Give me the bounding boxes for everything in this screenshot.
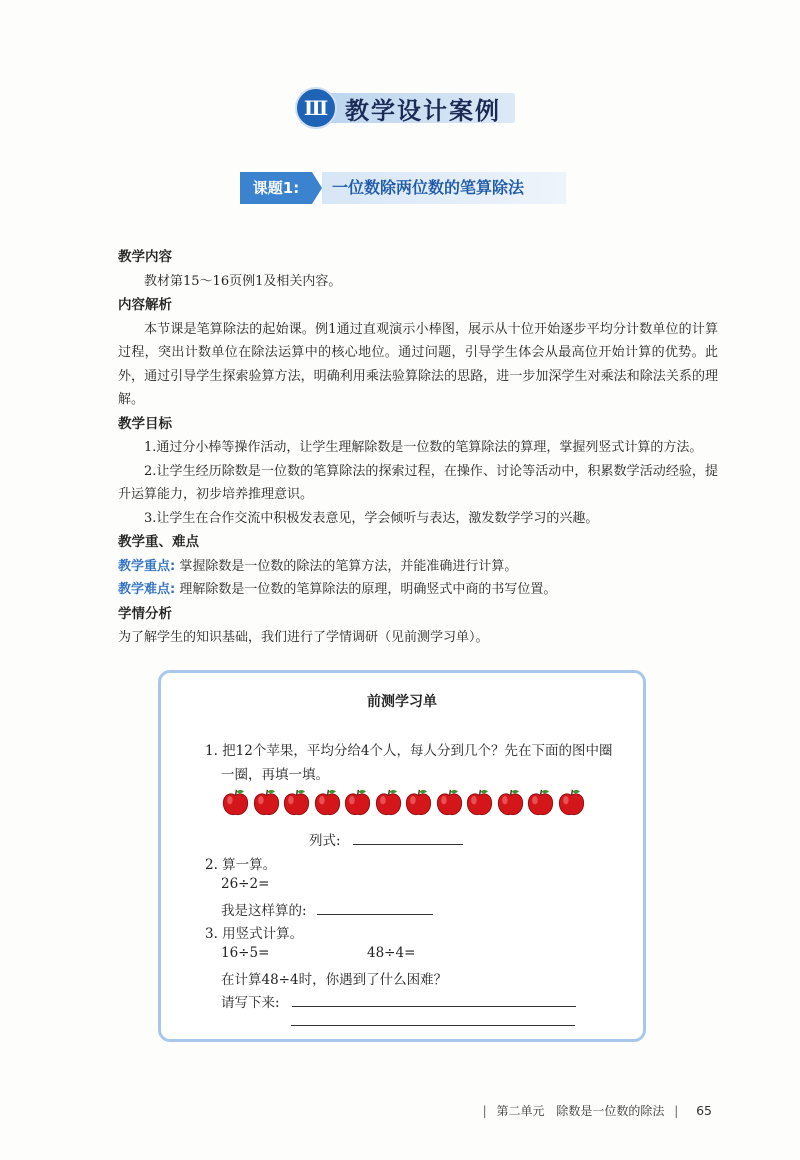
footer-separator-left: | [482, 1104, 487, 1118]
topic-tag-arrow [312, 172, 322, 204]
page-footer [477, 1102, 712, 1119]
method-blank[interactable] [317, 900, 433, 915]
key-point-label: 教学重点: [118, 558, 176, 574]
topic-title: 一位数除两位数的笔算除法 [322, 172, 566, 204]
page-number: 65 [696, 1103, 712, 1118]
heading-key-difficult: 教学重、难点 [118, 534, 199, 550]
apple-icon [221, 789, 250, 817]
difficult-point [118, 578, 718, 602]
apple-icon [435, 789, 464, 817]
question-3-expression-2: 48÷4= [367, 945, 416, 961]
paragraph-content-analysis: 本节课是笔算除法的起始课。例1通过直观演示小棒图，展示从十位开始逐步平均分计数单位的计算过程，突出计数单位在除法运算中的核心地位。通过问题，引导学生体会从最高位开始计算的优势。此外，通过引导学生探索验算方法，明确利用乘法验算除法的思路，进一步加深学生对乘法和除法关系的理解。 [118, 321, 718, 407]
key-point-text: 掌握除数是一位数的除法的笔算方法，并能准确进行计算。 [179, 558, 518, 574]
heading-teaching-content: 教学内容 [118, 249, 172, 265]
footer-unit: 第二单元 [496, 1104, 545, 1118]
section-number-badge: Ⅲ [295, 87, 337, 129]
difficult-point-label: 教学难点: [118, 582, 176, 597]
topic-tag: 课题1: [240, 172, 312, 204]
apple-icon [526, 789, 555, 817]
formula-label: 列式: [309, 833, 341, 849]
goal-3: 3.让学生在合作交流中积极发表意见，学会倾听与表达，激发数学学习的兴趣。 [144, 510, 599, 526]
difficult-point-text: 理解除数是一位数的笔算除法的原理，明确竖式中商的书写位置。 [179, 582, 557, 597]
question-2: 2. 算一算。 [205, 857, 277, 873]
key-point [118, 555, 718, 579]
question-1-line-2: 一圈，再填一填。 [221, 767, 329, 783]
apple-icon [465, 789, 494, 817]
question-3-write-row [221, 991, 576, 1011]
footer-chapter: 除数是一位数的除法 [556, 1104, 665, 1118]
footer-separator-right: | [674, 1104, 679, 1118]
question-3-expression-1: 16÷5= [221, 945, 270, 961]
apple-icon [282, 789, 311, 817]
question-2-method-row [221, 899, 433, 919]
heading-student-analysis: 学情分析 [118, 605, 172, 622]
section-title: 教学设计案例 [345, 97, 501, 125]
goal-2: 2.让学生经历除数是一位数的笔算除法的探索过程，在操作、讨论等活动中，积累数学活动经验，提升运算能力，初步培养推理意识。 [118, 463, 718, 502]
lesson-body [118, 245, 718, 650]
apple-icon [374, 789, 403, 817]
apple-icon [313, 789, 342, 817]
formula-row [309, 829, 463, 849]
question-3-ask: 在计算48÷4时，你遇到了什么困难？ [221, 972, 448, 988]
formula-blank[interactable] [353, 830, 463, 845]
question-2-method-label: 我是这样算的: [221, 903, 307, 919]
apple-icon [557, 789, 586, 817]
question-2-expression: 26÷2= [221, 876, 270, 892]
apple-icon [496, 789, 525, 817]
paragraph-teaching-content: 教材第15～16页例1及相关内容。 [144, 273, 342, 289]
apple-icon [252, 789, 281, 817]
apple-icon [343, 789, 372, 817]
section-banner [295, 87, 517, 127]
heading-teaching-goals: 教学目标 [118, 415, 172, 432]
heading-content-analysis: 内容解析 [118, 297, 172, 313]
question-3: 3. 用竖式计算。 [205, 926, 304, 942]
apple-icon [404, 789, 433, 817]
question-3-write-label: 请写下来: [221, 995, 280, 1011]
worksheet-title: 前测学习单 [367, 694, 437, 710]
answer-blank-1[interactable] [292, 992, 576, 1007]
question-1-line-1: 1. 把12个苹果，平均分给4个人，每人分到几个？先在下面的图中圈 [205, 743, 613, 759]
answer-blank-2[interactable] [291, 1011, 575, 1026]
paragraph-student-analysis: 为了解学生的知识基础，我们进行了学情调研（见前测学习单）。 [118, 630, 489, 645]
goal-1: 1.通过分小棒等操作活动，让学生理解除数是一位数的笔算除法的算理，掌握列竖式计算的方法。 [144, 440, 703, 455]
topic-banner [240, 172, 566, 204]
pretest-worksheet [158, 670, 646, 1042]
